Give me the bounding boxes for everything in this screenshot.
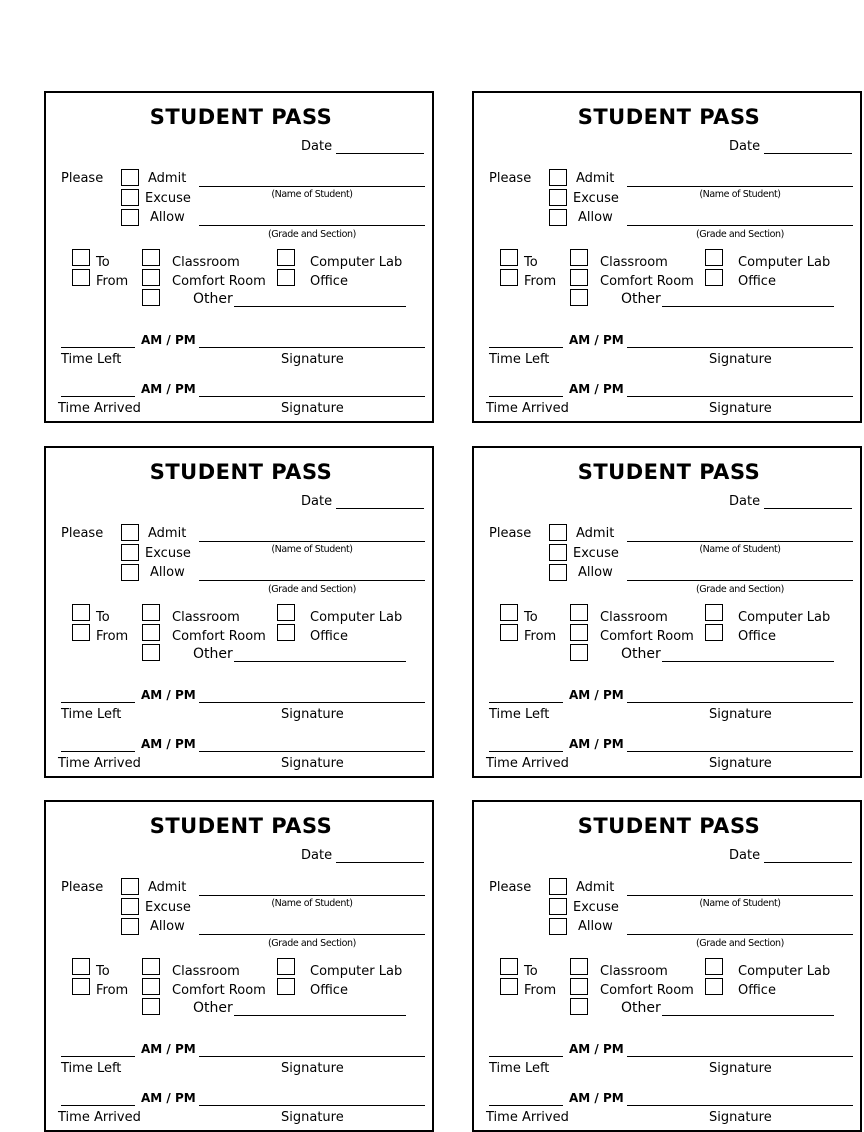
student-name-line[interactable] [199,541,425,542]
time-arrived-ampm: AM / PM [141,1091,196,1105]
name-caption: (Name of Student) [271,544,353,555]
other-checkbox[interactable] [142,289,160,306]
office-checkbox[interactable] [705,269,723,286]
time-left-ampm: AM / PM [141,1042,196,1056]
other-checkbox[interactable] [570,289,588,306]
to-label: To [96,255,110,270]
other-field-line[interactable] [234,661,406,662]
classroom-checkbox[interactable] [570,958,588,975]
classroom-label: Classroom [172,610,240,625]
other-field-line[interactable] [662,1015,834,1016]
time-left-field-line[interactable] [61,347,135,348]
allow-label: Allow [150,210,185,225]
student-name-line[interactable] [627,895,853,896]
to-label: To [524,255,538,270]
grade-section-line[interactable] [627,225,853,226]
computer-lab-label: Computer Lab [738,964,831,979]
classroom-label: Classroom [600,610,668,625]
computer-lab-checkbox[interactable] [277,604,295,621]
comfort-room-checkbox[interactable] [142,978,160,995]
classroom-checkbox[interactable] [570,604,588,621]
time-left-signature-line[interactable] [627,347,853,348]
comfort-room-checkbox[interactable] [142,624,160,641]
comfort-room-checkbox[interactable] [142,269,160,286]
to-label: To [524,964,538,979]
to-checkbox[interactable] [500,958,518,975]
please-label: Please [489,171,532,186]
classroom-label: Classroom [600,964,668,979]
pass-title: STUDENT PASS [577,814,761,838]
computer-lab-label: Computer Lab [738,255,831,270]
from-checkbox[interactable] [72,978,90,995]
to-checkbox[interactable] [72,958,90,975]
time-arrived-signature-line[interactable] [627,396,853,397]
computer-lab-label: Computer Lab [310,255,403,270]
grade-section-line[interactable] [199,934,425,935]
time-arrived-label: Time Arrived [486,756,569,771]
grade-caption: (Grade and Section) [268,584,356,595]
computer-lab-checkbox[interactable] [705,958,723,975]
pass-title: STUDENT PASS [149,105,333,129]
time-arrived-signature-line[interactable] [627,1105,853,1106]
allow-label: Allow [150,565,185,580]
allow-label: Allow [578,565,613,580]
office-checkbox[interactable] [705,624,723,641]
date-field-line[interactable] [336,153,424,154]
computer-lab-checkbox[interactable] [705,604,723,621]
office-label: Office [310,629,348,644]
grade-caption: (Grade and Section) [268,229,356,240]
time-arrived-field-line[interactable] [489,1105,563,1106]
office-checkbox[interactable] [277,624,295,641]
time-arrived-ampm: AM / PM [569,1091,624,1105]
student-pass-card-5 [44,800,434,1132]
pass-title: STUDENT PASS [577,105,761,129]
from-checkbox[interactable] [500,978,518,995]
excuse-checkbox[interactable] [549,544,567,561]
other-checkbox[interactable] [142,998,160,1015]
please-label: Please [61,171,104,186]
admit-checkbox[interactable] [121,878,139,895]
date-field-line[interactable] [764,508,852,509]
time-arrived-field-line[interactable] [489,751,563,752]
computer-lab-checkbox[interactable] [277,958,295,975]
time-left-field-line[interactable] [489,347,563,348]
from-checkbox[interactable] [72,624,90,641]
other-field-line[interactable] [234,1015,406,1016]
computer-lab-label: Computer Lab [738,610,831,625]
time-left-field-line[interactable] [61,702,135,703]
to-label: To [524,610,538,625]
excuse-label: Excuse [573,900,619,915]
comfort-room-label: Comfort Room [172,629,266,644]
time-arrived-label: Time Arrived [486,401,569,416]
pass-title: STUDENT PASS [149,460,333,484]
grade-caption: (Grade and Section) [696,229,784,240]
from-label: From [96,629,129,644]
time-arrived-signature-label: Signature [281,1110,344,1125]
admit-checkbox[interactable] [121,524,139,541]
student-pass-card-6 [472,800,862,1132]
office-checkbox[interactable] [277,269,295,286]
classroom-label: Classroom [172,255,240,270]
admit-checkbox[interactable] [549,169,567,186]
office-label: Office [310,983,348,998]
to-checkbox[interactable] [500,249,518,266]
time-left-field-line[interactable] [489,1056,563,1057]
office-label: Office [738,983,776,998]
name-caption: (Name of Student) [271,189,353,200]
please-label: Please [489,526,532,541]
time-arrived-signature-label: Signature [709,1110,772,1125]
time-arrived-ampm: AM / PM [141,382,196,396]
date-label: Date [301,494,333,509]
admit-label: Admit [576,526,615,541]
time-arrived-signature-line[interactable] [627,751,853,752]
date-field-line[interactable] [764,862,852,863]
comfort-room-label: Comfort Room [172,983,266,998]
time-arrived-label: Time Arrived [58,1110,141,1125]
to-checkbox[interactable] [72,249,90,266]
computer-lab-label: Computer Lab [310,610,403,625]
date-label: Date [729,494,761,509]
admit-label: Admit [576,880,615,895]
excuse-label: Excuse [145,900,191,915]
time-left-label: Time Left [489,1061,550,1076]
time-arrived-signature-label: Signature [709,756,772,771]
allow-checkbox[interactable] [549,918,567,935]
time-left-ampm: AM / PM [569,333,624,347]
allow-label: Allow [150,919,185,934]
other-checkbox[interactable] [570,644,588,661]
time-arrived-signature-label: Signature [709,401,772,416]
time-arrived-field-line[interactable] [489,396,563,397]
office-label: Office [310,274,348,289]
student-name-line[interactable] [627,186,853,187]
other-field-line[interactable] [234,306,406,307]
time-left-signature-label: Signature [281,1061,344,1076]
time-left-ampm: AM / PM [569,1042,624,1056]
time-left-label: Time Left [61,1061,122,1076]
office-label: Office [738,274,776,289]
time-arrived-field-line[interactable] [61,396,135,397]
computer-lab-checkbox[interactable] [705,249,723,266]
to-label: To [96,964,110,979]
student-pass-card-2 [472,91,862,423]
admit-label: Admit [576,171,615,186]
classroom-checkbox[interactable] [142,604,160,621]
grade-caption: (Grade and Section) [696,584,784,595]
other-label: Other [193,646,233,662]
other-field-line[interactable] [662,306,834,307]
time-arrived-signature-line[interactable] [199,751,425,752]
time-left-label: Time Left [489,352,550,367]
allow-checkbox[interactable] [549,209,567,226]
other-label: Other [621,646,661,662]
name-caption: (Name of Student) [271,898,353,909]
time-left-label: Time Left [489,707,550,722]
comfort-room-label: Comfort Room [600,274,694,289]
admit-label: Admit [148,880,187,895]
grade-caption: (Grade and Section) [696,938,784,949]
admit-checkbox[interactable] [549,878,567,895]
date-label: Date [729,848,761,863]
pass-title: STUDENT PASS [577,460,761,484]
date-field-line[interactable] [336,508,424,509]
name-caption: (Name of Student) [699,544,781,555]
date-label: Date [301,139,333,154]
excuse-label: Excuse [145,191,191,206]
other-label: Other [621,1000,661,1016]
from-label: From [524,274,557,289]
name-caption: (Name of Student) [699,898,781,909]
name-caption: (Name of Student) [699,189,781,200]
from-checkbox[interactable] [72,269,90,286]
office-label: Office [738,629,776,644]
other-field-line[interactable] [662,661,834,662]
comfort-room-label: Comfort Room [600,983,694,998]
classroom-label: Classroom [600,255,668,270]
time-left-signature-label: Signature [709,707,772,722]
grade-section-line[interactable] [627,934,853,935]
comfort-room-checkbox[interactable] [570,269,588,286]
student-name-line[interactable] [199,895,425,896]
classroom-label: Classroom [172,964,240,979]
excuse-label: Excuse [145,546,191,561]
please-label: Please [61,526,104,541]
to-checkbox[interactable] [500,604,518,621]
time-arrived-signature-line[interactable] [199,396,425,397]
time-arrived-signature-label: Signature [281,756,344,771]
other-checkbox[interactable] [570,998,588,1015]
excuse-checkbox[interactable] [549,898,567,915]
time-left-field-line[interactable] [61,1056,135,1057]
pass-title: STUDENT PASS [149,814,333,838]
time-arrived-field-line[interactable] [61,751,135,752]
computer-lab-checkbox[interactable] [277,249,295,266]
admit-checkbox[interactable] [549,524,567,541]
grade-section-line[interactable] [199,225,425,226]
student-name-line[interactable] [199,186,425,187]
student-name-line[interactable] [627,541,853,542]
time-left-signature-label: Signature [281,707,344,722]
please-label: Please [61,880,104,895]
allow-label: Allow [578,919,613,934]
date-label: Date [729,139,761,154]
allow-checkbox[interactable] [121,209,139,226]
excuse-checkbox[interactable] [121,189,139,206]
allow-checkbox[interactable] [549,564,567,581]
admit-label: Admit [148,171,187,186]
student-pass-card-4 [472,446,862,778]
comfort-room-checkbox[interactable] [570,978,588,995]
allow-label: Allow [578,210,613,225]
from-label: From [524,983,557,998]
time-left-signature-label: Signature [281,352,344,367]
allow-checkbox[interactable] [121,564,139,581]
time-left-signature-label: Signature [709,352,772,367]
grade-section-line[interactable] [199,580,425,581]
time-arrived-signature-label: Signature [281,401,344,416]
comfort-room-label: Comfort Room [172,274,266,289]
grade-caption: (Grade and Section) [268,938,356,949]
time-left-field-line[interactable] [489,702,563,703]
other-label: Other [193,291,233,307]
office-checkbox[interactable] [705,978,723,995]
time-left-label: Time Left [61,352,122,367]
time-left-ampm: AM / PM [141,688,196,702]
date-field-line[interactable] [336,862,424,863]
from-label: From [524,629,557,644]
from-label: From [96,983,129,998]
comfort-room-checkbox[interactable] [570,624,588,641]
time-arrived-ampm: AM / PM [569,382,624,396]
computer-lab-label: Computer Lab [310,964,403,979]
time-arrived-label: Time Arrived [486,1110,569,1125]
from-checkbox[interactable] [500,269,518,286]
time-arrived-ampm: AM / PM [569,737,624,751]
time-arrived-signature-line[interactable] [199,1105,425,1106]
classroom-checkbox[interactable] [142,958,160,975]
time-left-signature-line[interactable] [199,702,425,703]
time-left-signature-line[interactable] [627,1056,853,1057]
classroom-checkbox[interactable] [142,249,160,266]
other-label: Other [621,291,661,307]
grade-section-line[interactable] [627,580,853,581]
other-checkbox[interactable] [142,644,160,661]
date-label: Date [301,848,333,863]
time-left-signature-line[interactable] [199,347,425,348]
date-field-line[interactable] [764,153,852,154]
admit-checkbox[interactable] [121,169,139,186]
from-checkbox[interactable] [500,624,518,641]
time-left-label: Time Left [61,707,122,722]
time-left-signature-label: Signature [709,1061,772,1076]
time-left-signature-line[interactable] [627,702,853,703]
comfort-room-label: Comfort Room [600,629,694,644]
time-arrived-field-line[interactable] [61,1105,135,1106]
please-label: Please [489,880,532,895]
student-pass-card-1 [44,91,434,423]
time-arrived-ampm: AM / PM [141,737,196,751]
excuse-checkbox[interactable] [121,544,139,561]
excuse-checkbox[interactable] [121,898,139,915]
time-left-ampm: AM / PM [569,688,624,702]
student-pass-card-3 [44,446,434,778]
to-label: To [96,610,110,625]
allow-checkbox[interactable] [121,918,139,935]
time-left-signature-line[interactable] [199,1056,425,1057]
other-label: Other [193,1000,233,1016]
time-arrived-label: Time Arrived [58,756,141,771]
excuse-label: Excuse [573,191,619,206]
admit-label: Admit [148,526,187,541]
to-checkbox[interactable] [72,604,90,621]
classroom-checkbox[interactable] [570,249,588,266]
excuse-checkbox[interactable] [549,189,567,206]
from-label: From [96,274,129,289]
excuse-label: Excuse [573,546,619,561]
time-left-ampm: AM / PM [141,333,196,347]
time-arrived-label: Time Arrived [58,401,141,416]
office-checkbox[interactable] [277,978,295,995]
